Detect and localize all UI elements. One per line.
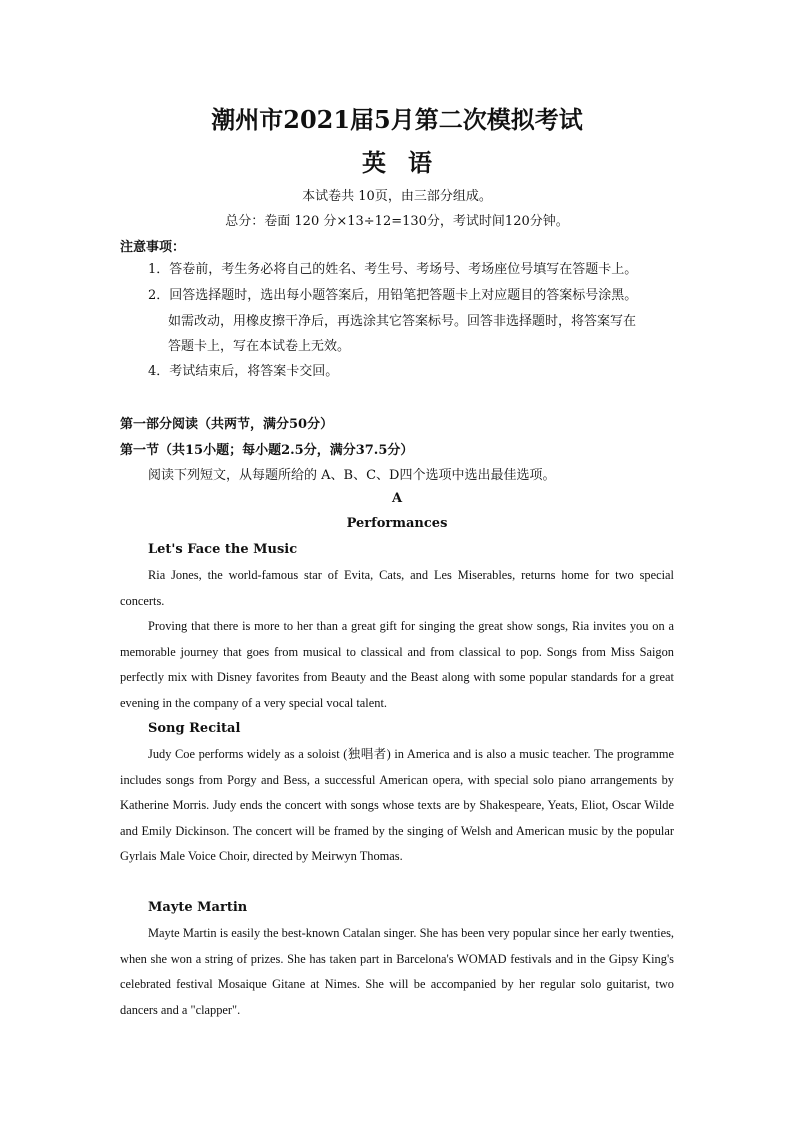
subject-char-2: 语 (408, 148, 432, 177)
paragraph-3: Judy Coe performs widely as a soloist (独唱者) in America and is also a music teacher. The programme includes songs from Porgy and Bess, a successful American opera, with special solo piano arrangements by Katherine Morris. Judy ends the concert with songs whose texts are by Shakespeare, Yeats, Eliot, Oscar Wilde and Emily Dickinson. The concert will be framed by the singing of Welsh and American music by the popular Gyrlais Male Voice Choir, directed by Meirwyn Thomas. (120, 747, 674, 864)
exam-info-pages: 本试卷共 10页，由三部分组成。 (302, 189, 492, 204)
subject-char-1: 英 (362, 148, 386, 177)
paragraph-1: Ria Jones, the world-famous star of Evita, Cats, and Les Miserables, returns home for two special concerts. (120, 568, 674, 608)
subsection-title-2: Song Recital (148, 721, 241, 736)
section-heading: 第一节（共15小题；每小题2.5分，满分37.5分） (120, 443, 414, 458)
passage-title: Performances (346, 516, 448, 531)
subject-heading (0, 143, 794, 178)
section-instruction: 阅读下列短文，从每题所给的 A、B、C、D四个选项中选出最佳选项。 (148, 468, 556, 483)
exam-info-score: 总分：卷面 120 分×13÷12=130分，考试时间120分钟。 (225, 214, 569, 229)
notice-item-4: 4．考试结束后，将答案卡交回。 (148, 364, 339, 379)
paragraph-2: Proving that there is more to her than a great gift for singing the great show songs, Ria invites you on a memorable journey that goes from musical to classical and from classical to pop. Songs from Miss Saigon perfectly mix with Disney favorites from Beauty and the Beast along with some popular standards for a great evening in the company of a very special vocal talent. (120, 619, 674, 710)
passage-letter: A (391, 491, 403, 506)
notice-heading: 注意事项： (120, 240, 186, 255)
part-heading: 第一部分阅读（共两节，满分50分） (120, 417, 334, 432)
notice-item-1: 1．答卷前，考生务必将自己的姓名、考生号、考场号、考场座位号填写在答题卡上。 (148, 262, 638, 277)
paragraph-4: Mayte Martin is easily the best-known Catalan singer. She has been very popular since her early twenties, when she won a string of prizes. She has taken part in Barcelona's WOMAD festivals and in the Gipsy King's celebrated festival Mosaique Gitane at Nimes. She will be accompanied by her regular solo guitarist, two dancers and a "clapper". (120, 926, 674, 1017)
subsection-title-1: Let's Face the Music (148, 542, 298, 557)
notice-item-2-line-1: 2．回答选择题时，选出每小题答案后，用铅笔把答题卡上对应题目的答案标号涂黑。 (148, 288, 638, 303)
subsection-title-3: Mayte Martin (148, 900, 248, 915)
notice-item-2-line-2: 如需改动，用橡皮擦干净后，再选涂其它答案标号。回答非选择题时，将答案写在 (168, 314, 637, 329)
notice-item-2-line-3: 答题卡上，写在本试卷上无效。 (168, 339, 351, 354)
page-title: 潮州市2021届5月第二次模拟考试 (211, 105, 583, 134)
